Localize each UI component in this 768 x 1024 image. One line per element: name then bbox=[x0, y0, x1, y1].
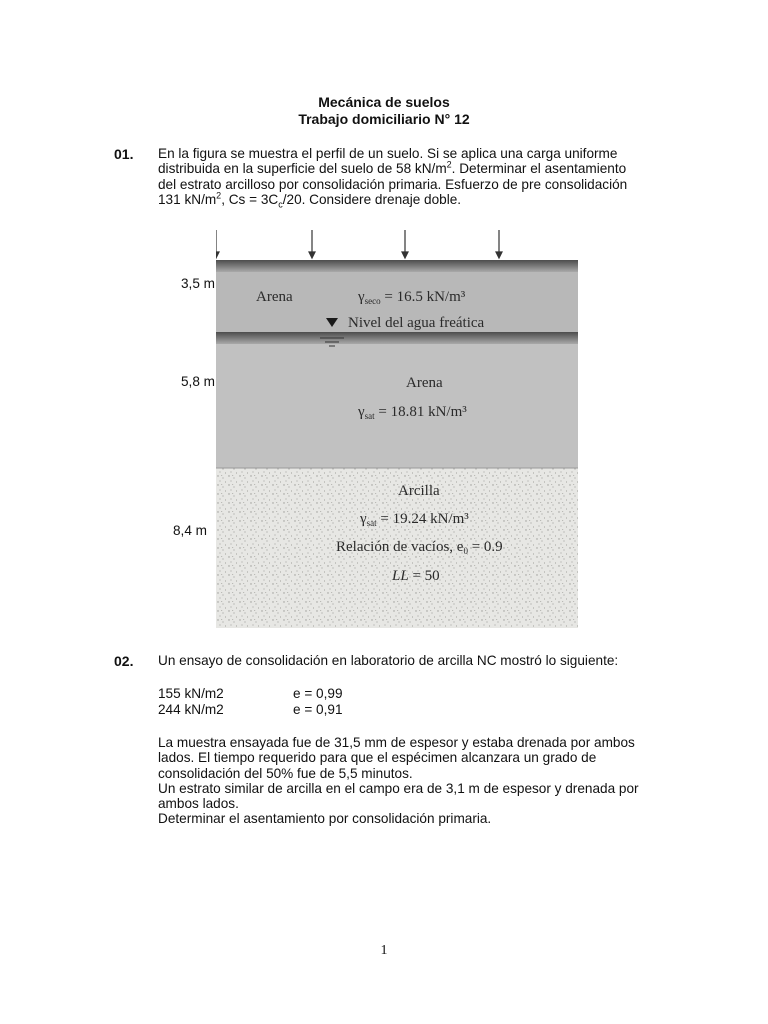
problem-1-line-3: del estrato arcilloso por consolidación primaria. Esfuerzo de pre consolidación bbox=[158, 176, 628, 192]
problem-1-statement bbox=[158, 146, 648, 210]
problem-2-number: 02. bbox=[114, 653, 134, 669]
problem-2-line-4: Un estrato similar de arcilla en el campo era de 3,1 m de espesor y drenada por bbox=[158, 780, 639, 796]
problem-2-line-2: lados. El tiempo requerido para que el espécimen alcanzara un grado de bbox=[158, 750, 597, 766]
page-number: 1 bbox=[380, 943, 388, 958]
layer-1-name: Arena bbox=[256, 289, 293, 305]
water-table-label: Nivel del agua freática bbox=[348, 315, 485, 331]
problem-2-line-5: ambos lados. bbox=[158, 796, 239, 812]
data-row-1-void-ratio: e = 0,99 bbox=[293, 686, 343, 701]
problem-2-intro: Un ensayo de consolidación en laboratorio de arcilla NC mostró lo siguiente: bbox=[158, 653, 619, 668]
problem-1-number: 01. bbox=[114, 146, 134, 162]
void-ratio-label: Relación de vacíos, $e_0 = 0.9$ bbox=[336, 539, 503, 556]
problem-2-line-3: consolidación del 50% fue de 5,5 minutos. bbox=[158, 765, 413, 781]
water-table-band bbox=[216, 332, 578, 344]
problem-2-line-1: La muestra ensayada fue de 31,5 mm de espesor y estaba drenada por ambos bbox=[158, 735, 635, 750]
load-arrows bbox=[216, 230, 502, 258]
layer-2-name: Arena bbox=[406, 375, 443, 391]
document-subtitle: Trabajo domiciliario N° 12 bbox=[298, 111, 470, 127]
layer-1-top-band bbox=[216, 260, 578, 272]
problem-2-line-6: Determinar el asentamiento por consolidación primaria. bbox=[158, 811, 492, 827]
data-row-1-stress: 155 kN/m2 bbox=[158, 686, 224, 701]
data-row-2-void-ratio: e = 0,91 bbox=[293, 702, 343, 717]
document-title: Mecánica de suelos bbox=[318, 94, 450, 110]
problem-1-line-1: En la figura se muestra el perfil de un suelo. Si se aplica una carga uniforme bbox=[158, 146, 618, 161]
problem-1-line-2: distribuida en la superficie del suelo de 58 $kN/m^2$. Determinar el asentamiento bbox=[158, 159, 627, 177]
layer-1-unit-weight: $\gamma_{seco} = 16.5$ kN/m³ bbox=[358, 289, 466, 306]
depth-label-layer-2: 5,8 m bbox=[181, 374, 215, 389]
layer-3-name: Arcilla bbox=[398, 483, 440, 499]
data-row-2-stress: 244 kN/m2 bbox=[158, 702, 224, 717]
layer-2-unit-weight: $\gamma_{sat} = 18.81$ kN/m³ bbox=[358, 404, 467, 421]
problem-2-statement bbox=[158, 735, 648, 827]
depth-label-layer-3: 8,4 m bbox=[173, 523, 207, 538]
soil-profile-figure bbox=[216, 222, 578, 628]
depth-label-layer-1: 3,5 m bbox=[181, 276, 215, 291]
liquid-limit-label: LL = 50 bbox=[392, 568, 440, 584]
layer-3-unit-weight: $\gamma_{sat} = 19.24$ kN/m³ bbox=[360, 511, 469, 528]
problem-1-line-4: 131 $kN/m^2$, $Cs = 3C_c/20$. Considere drenaje doble. bbox=[158, 190, 462, 210]
